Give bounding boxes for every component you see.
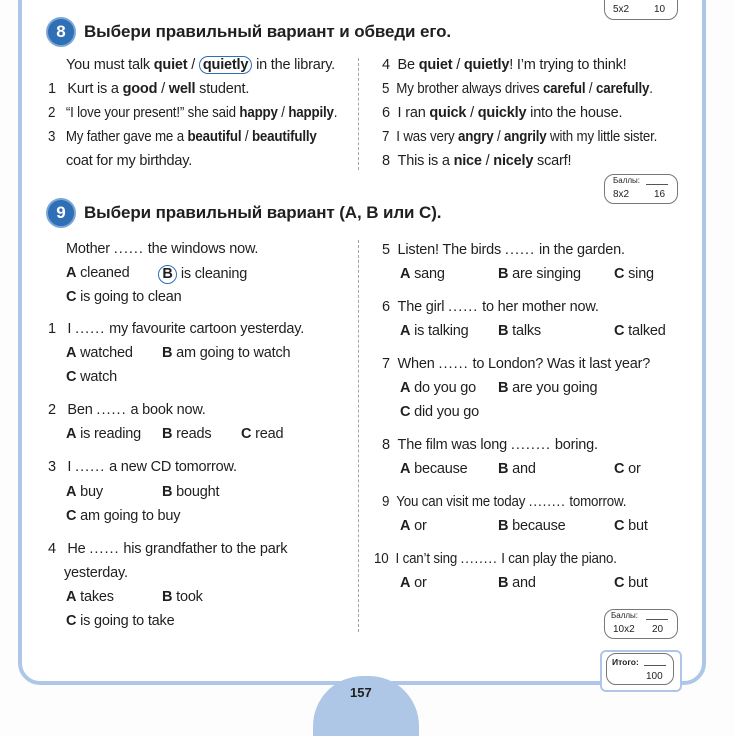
ex8-item-example: You must talk quiet / quietly in the library. (66, 57, 335, 73)
ex9-q5: 5 Listen! The birds ...... in the garden. (382, 242, 625, 258)
ex9-q10: 10 I can’t sing ........ I can play the piano. (374, 551, 617, 567)
ex8-item-1: 1 Kurt is a good / well student. (48, 81, 250, 97)
page-frame (18, 0, 706, 685)
ex9-q5-option-b[interactable]: B are singing (498, 266, 581, 282)
column-divider-9 (358, 240, 359, 632)
ex9-q1-option-a[interactable]: A watched (66, 345, 133, 361)
ex9-q6-option-b[interactable]: B talks (498, 323, 541, 339)
ex8-item-5: 5 My brother always drives careful / carefully. (382, 81, 653, 97)
ex8-score-label: Баллы: (613, 176, 641, 185)
ex9-q1-option-b[interactable]: B am going to watch (162, 345, 291, 361)
ex9-q4-option-a[interactable]: A takes (66, 589, 114, 605)
ex8-item-7: 7 I was very angry / angrily with my little sister. (382, 129, 658, 145)
ex9-q7-option-b[interactable]: B are you going (498, 380, 598, 396)
ex8-item-8: 8 This is a nice / nicely scarf! (382, 153, 572, 169)
ex9-q3-option-a[interactable]: A buy (66, 484, 103, 500)
ex9-q2-option-c[interactable]: C read (241, 426, 284, 442)
ex9-q8-option-b[interactable]: B and (498, 461, 536, 477)
ex9-q6-option-c[interactable]: C talked (614, 323, 666, 339)
total-line (644, 665, 666, 666)
ex8-score-line (646, 184, 668, 185)
ex9-example-option-a: A cleaned (66, 265, 130, 281)
ex9-q9-option-b[interactable]: B because (498, 518, 566, 534)
ex9-q3-option-b[interactable]: B bought (162, 484, 220, 500)
ex8-score-max: 16 (654, 189, 666, 200)
ex9-q8-option-a[interactable]: A because (400, 461, 468, 477)
ex9-q4-cont: yesterday. (64, 565, 128, 581)
page-number: 157 (350, 685, 372, 700)
ex9-q5-option-c[interactable]: C sing (614, 266, 654, 282)
ex9-score-line (646, 619, 668, 620)
exercise-8-title: Выбери правильный вариант и обведи его. (84, 22, 452, 41)
total-label: Итого: (612, 657, 639, 667)
ex9-q10-option-a[interactable]: A or (400, 575, 427, 591)
ex9-q3: 3 I ...... a new CD tomorrow. (48, 459, 237, 475)
total-max: 100 (646, 671, 663, 682)
exercise-8-number: 8 (46, 17, 76, 47)
ex8-item-6: 6 I ran quick / quickly into the house. (382, 105, 623, 121)
ex9-q3-option-c[interactable]: C am going to buy (66, 508, 181, 524)
ex8-item-2: 2 “I love your present!” she said happy / happily. (48, 105, 338, 121)
ex8-item-3-cont: coat for my birthday. (66, 153, 193, 169)
ex9-q6-option-a[interactable]: A is talking (400, 323, 469, 339)
circled-letter-b[interactable]: B (158, 265, 177, 284)
ex9-q9-option-a[interactable]: A or (400, 518, 427, 534)
ex8-item-3: 3 My father gave me a beautiful / beautifully (48, 129, 317, 145)
ex9-q7: 7 When ...... to London? Was it last year? (382, 356, 651, 372)
ex9-example-question: Mother ...... the windows now. (66, 241, 259, 257)
ex9-score-max: 20 (652, 624, 664, 635)
ex9-q1-option-c[interactable]: C watch (66, 369, 118, 385)
ex9-q7-option-c[interactable]: C did you go (400, 404, 480, 420)
ex8-score-mult: 8x2 (613, 189, 630, 200)
top-score-mult: 5x2 (613, 4, 630, 15)
ex9-q4: 4 He ...... his grandfather to the park (48, 541, 288, 557)
ex9-q9-option-c[interactable]: C but (614, 518, 648, 534)
ex9-q4-option-c[interactable]: C is going to take (66, 613, 175, 629)
ex9-q7-option-a[interactable]: A do you go (400, 380, 477, 396)
ex9-example-option-b: B is cleaning (158, 265, 247, 284)
ex9-q8: 8 The film was long ........ boring. (382, 437, 598, 453)
ex9-q8-option-c[interactable]: C or (614, 461, 641, 477)
top-score-max: 10 (654, 4, 666, 15)
ex9-score-label: Баллы: (611, 611, 639, 620)
ex9-q2: 2 Ben ...... a book now. (48, 402, 206, 418)
exercise-9-number: 9 (46, 198, 76, 228)
ex9-example-option-c: C is going to clean (66, 289, 182, 305)
exercise-9-title: Выбери правильный вариант (A, B или C). (84, 203, 442, 222)
ex9-q9: 9 You can visit me today ........ tomorrow. (382, 494, 627, 510)
ex8-item-4: 4 Be quiet / quietly! I’m trying to think! (382, 57, 627, 73)
ex9-q10-option-c[interactable]: C but (614, 575, 648, 591)
circled-answer[interactable]: quietly (199, 56, 252, 74)
ex9-q6: 6 The girl ...... to her mother now. (382, 299, 599, 315)
ex9-q5-option-a[interactable]: A sang (400, 266, 445, 282)
ex9-score-mult: 10x2 (613, 624, 635, 635)
ex9-q10-option-b[interactable]: B and (498, 575, 536, 591)
ex9-q2-option-a[interactable]: A is reading (66, 426, 141, 442)
ex9-q4-option-b[interactable]: B took (162, 589, 203, 605)
ex9-q2-option-b[interactable]: B reads (162, 426, 212, 442)
ex9-q1: 1 I ...... my favourite cartoon yesterday. (48, 321, 305, 337)
